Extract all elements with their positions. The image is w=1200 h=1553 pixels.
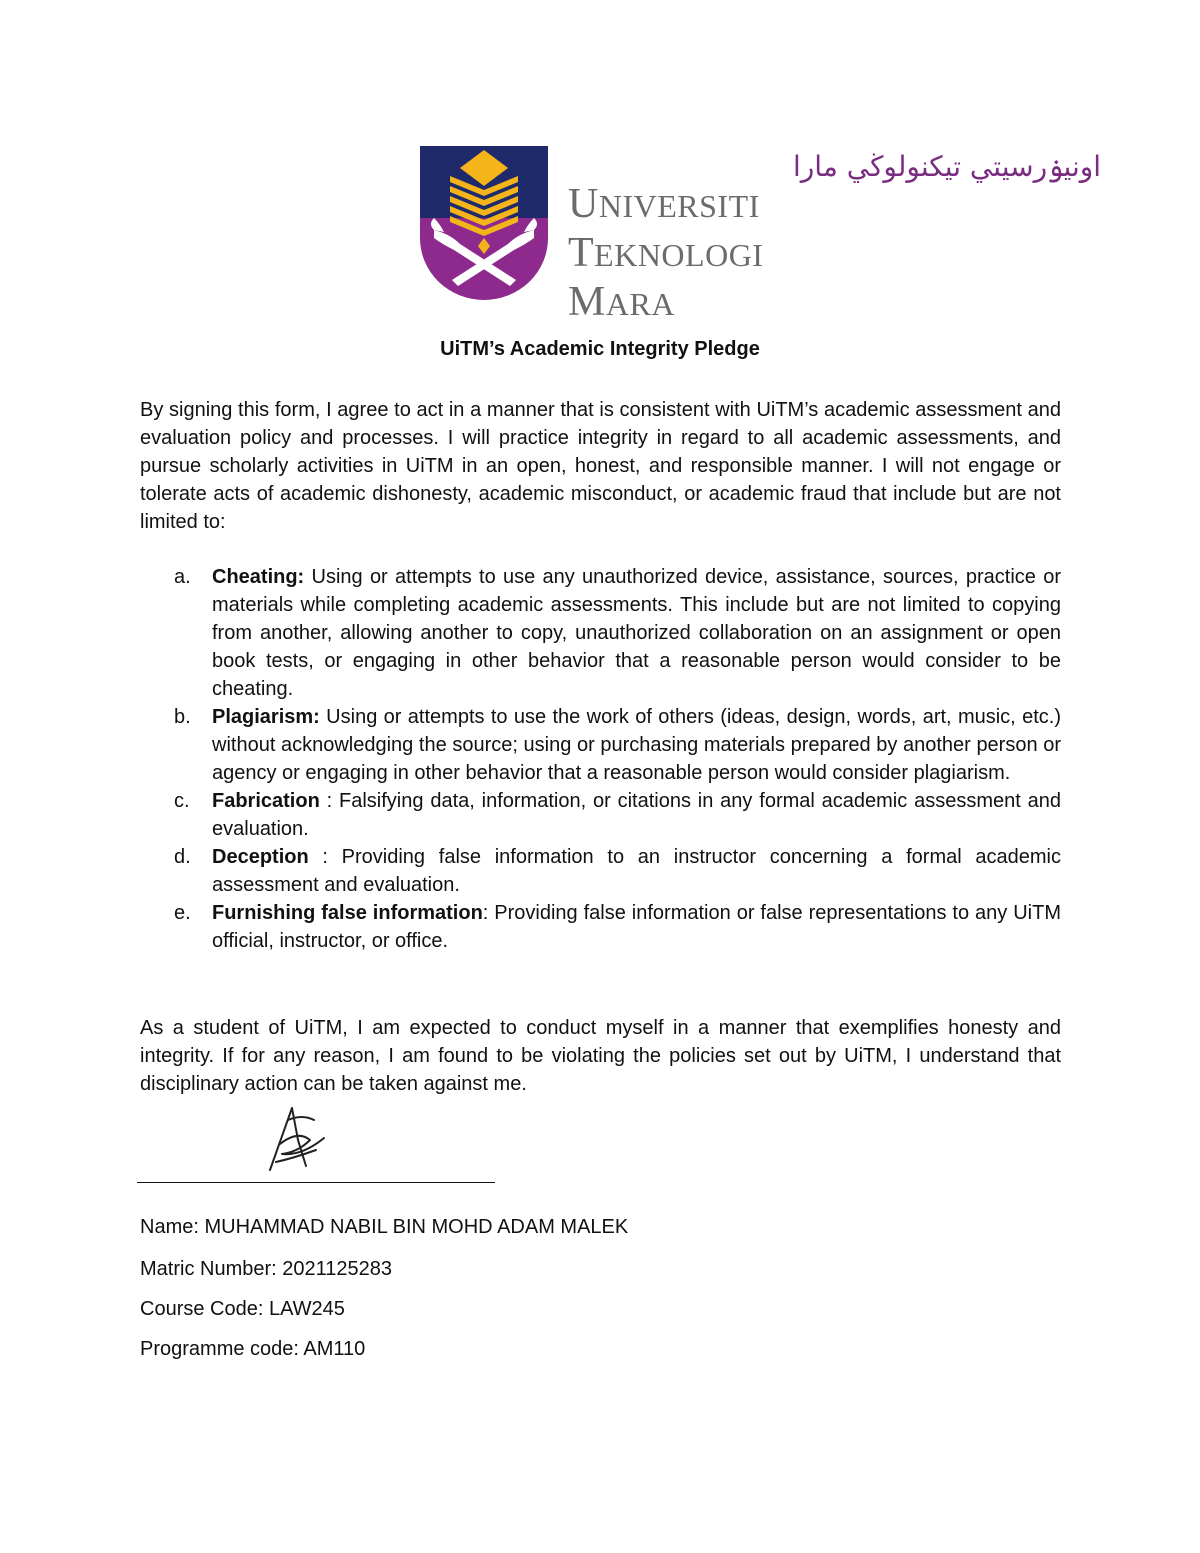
wordmark-line-mara: MARA bbox=[568, 279, 675, 325]
misconduct-list bbox=[140, 563, 1061, 955]
list-marker: b. bbox=[174, 706, 191, 728]
signature-line bbox=[137, 1182, 495, 1183]
student-name: Name: MUHAMMAD NABIL BIN MOHD ADAM MALEK bbox=[140, 1216, 629, 1238]
list-item-plagiarism bbox=[140, 703, 1061, 787]
list-marker: d. bbox=[174, 846, 191, 868]
programme-code: Programme code: AM110 bbox=[140, 1338, 366, 1360]
list-marker: c. bbox=[174, 790, 190, 812]
item-term: Deception bbox=[212, 846, 309, 868]
list-item-cheating bbox=[140, 563, 1061, 703]
item-text: Using or attempts to use the work of others (ideas, design, words, art, music, etc.) without acknowledging the source; using or purchasing materials prepared by another person or agency or engaging in other behavior that a reasonable person would consider plagiarism. bbox=[212, 706, 1061, 784]
jawi-script-logotype bbox=[568, 146, 1102, 186]
item-text: : Providing false information to an instructor concerning a formal academic assessment and evaluation. bbox=[212, 846, 1061, 896]
item-text: Using or attempts to use any unauthorized device, assistance, sources, practice or materials while completing academic assessments. This include but are not limited to copying from another, allowing another to copy, unauthorized collaboration on an assignment or open book tests, or engaging in other behavior that a reasonable person would consider to be cheating. bbox=[212, 566, 1061, 700]
uitm-wordmark bbox=[568, 181, 764, 331]
item-term: Furnishing false information bbox=[212, 902, 483, 924]
list-marker: a. bbox=[174, 566, 191, 588]
matric-number: Matric Number: 2021125283 bbox=[140, 1258, 392, 1280]
page-title: UiTM’s Academic Integrity Pledge bbox=[440, 338, 760, 360]
list-marker: e. bbox=[174, 902, 191, 924]
list-item-false-information bbox=[140, 899, 1061, 955]
item-term: Plagiarism: bbox=[212, 706, 320, 728]
uitm-logo bbox=[420, 146, 1102, 325]
jawi-text: اونيۏرسيتي تيكنولوڬي مارا bbox=[793, 150, 1102, 183]
wordmark-line-teknologi: TEKNOLOGI bbox=[568, 230, 764, 276]
list-item-deception bbox=[140, 843, 1061, 899]
item-term: Fabrication bbox=[212, 790, 320, 812]
item-text: : Providing false information or false representations to any UiTM official, instructor, or office. bbox=[212, 902, 1061, 952]
uitm-emblem-icon bbox=[420, 146, 548, 300]
item-term: Cheating: bbox=[212, 566, 305, 588]
item-text: : Falsifying data, information, or citations in any formal academic assessment and evaluation. bbox=[212, 790, 1061, 840]
course-code: Course Code: LAW245 bbox=[140, 1298, 345, 1320]
wordmark-line-universiti: UNIVERSITI bbox=[568, 181, 760, 227]
closing-paragraph: As a student of UiTM, I am expected to conduct myself in a manner that exemplifies honesty and integrity. If for any reason, I am found to be violating the policies set out by UiTM, I understand that disciplinary action can be taken against me. bbox=[140, 1017, 1061, 1095]
list-item-fabrication bbox=[140, 787, 1061, 843]
handwritten-signature bbox=[258, 1100, 338, 1178]
intro-paragraph: By signing this form, I agree to act in a manner that is consistent with UiTM’s academic assessment and evaluation policy and processes. I will practice integrity in regard to all academic assessments, and pursue scholarly activities in UiTM in an open, honest, and responsible manner. I will not engage or tolerate acts of academic dishonesty, academic misconduct, or academic fraud that include but are not limited to: bbox=[140, 399, 1061, 533]
